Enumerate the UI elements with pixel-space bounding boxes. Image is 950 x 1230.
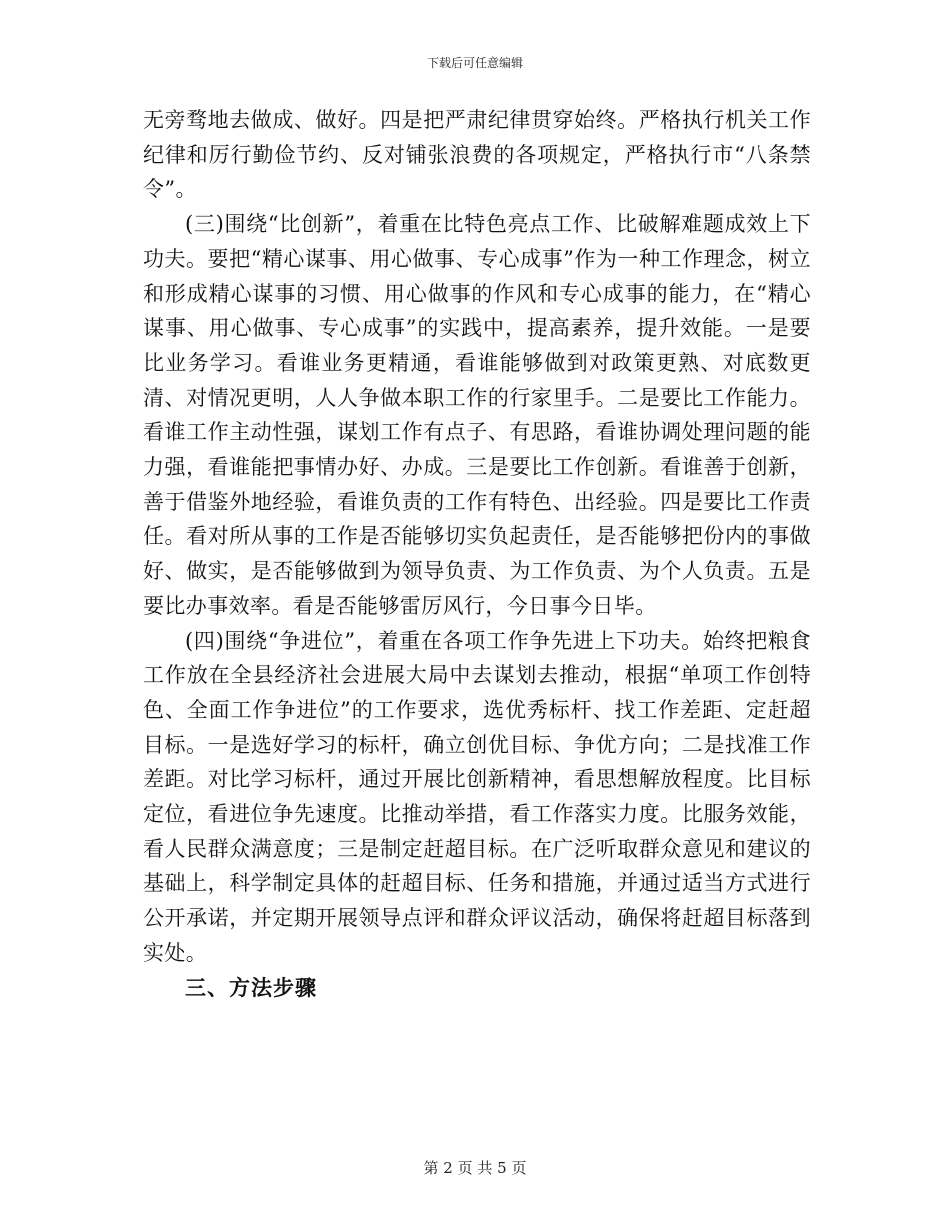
paragraph-advancement: (四)围绕“争进位”，着重在各项工作争先进上下功夫。始终把粮食工作放在全县经济社会进展大局中去谋划去推动，根据“单项工作创特色、全面工作争进位”的工作要求，选优秀标杆、找工作差距、定赶超目标。一是选好学习的标杆，确立创优目标、争优方向；二是找准工作差距。对比学习标杆，通过开展比创新精神，看思想解放程度。比目标定位，看进位争先速度。比推动举措，看工作落实力度。比服务效能，看人民群众满意度；三是制定赶超目标。在广泛听取群众意见和建议的基础上，科学制定具体的赶超目标、任务和措施，并通过适当方式进行公开承诺，并定期开展领导点评和群众评议活动，确保将赶超目标落到实处。 xyxy=(143,628,811,965)
header-note: 下载后可任意编辑 xyxy=(426,56,523,70)
paragraph-innovation: (三)围绕“比创新”，着重在比特色亮点工作、比破解难题成效上下功夫。要把“精心谋事、用心做事、专心成事”作为一种工作理念，树立和形成精心谋事的习惯、用心做事的作风和专心成事的能力，在“精心谋事、用心做事、专心成事”的实践中，提高素养，提升效能。一是要比业务学习。看谁业务更精通，看谁能够做到对政策更熟、对底数更清、对情况更明，人人争做本职工作的行家里手。二是要比工作能力。看谁工作主动性强，谋划工作有点子、有思路，看谁协调处理问题的能力强，看谁能把事情办好、办成。三是要比工作创新。看谁善于创新，善于借鉴外地经验，看谁负责的工作有特色、出经验。四是要比工作责任。看对所从事的工作是否能够切实负起责任，是否能够把份内的事做好、做实，是否能够做到为领导负责、为工作负责、为个人负责。五是要比办事效率。看是否能够雷厉风行，今日事今日毕。 xyxy=(143,212,811,618)
paragraph-discipline: 无旁骛地去做成、做好。四是把严肃纪律贯穿始终。严格执行机关工作纪律和厉行勤俭节约、反对铺张浪费的各项规定，严格执行市“八条禁令”。 xyxy=(143,108,811,202)
page-number: 第 2 页 共 5 页 xyxy=(423,1159,527,1177)
section-heading-methods: 三、方法步骤 xyxy=(185,974,317,1000)
document-body xyxy=(143,103,811,1005)
